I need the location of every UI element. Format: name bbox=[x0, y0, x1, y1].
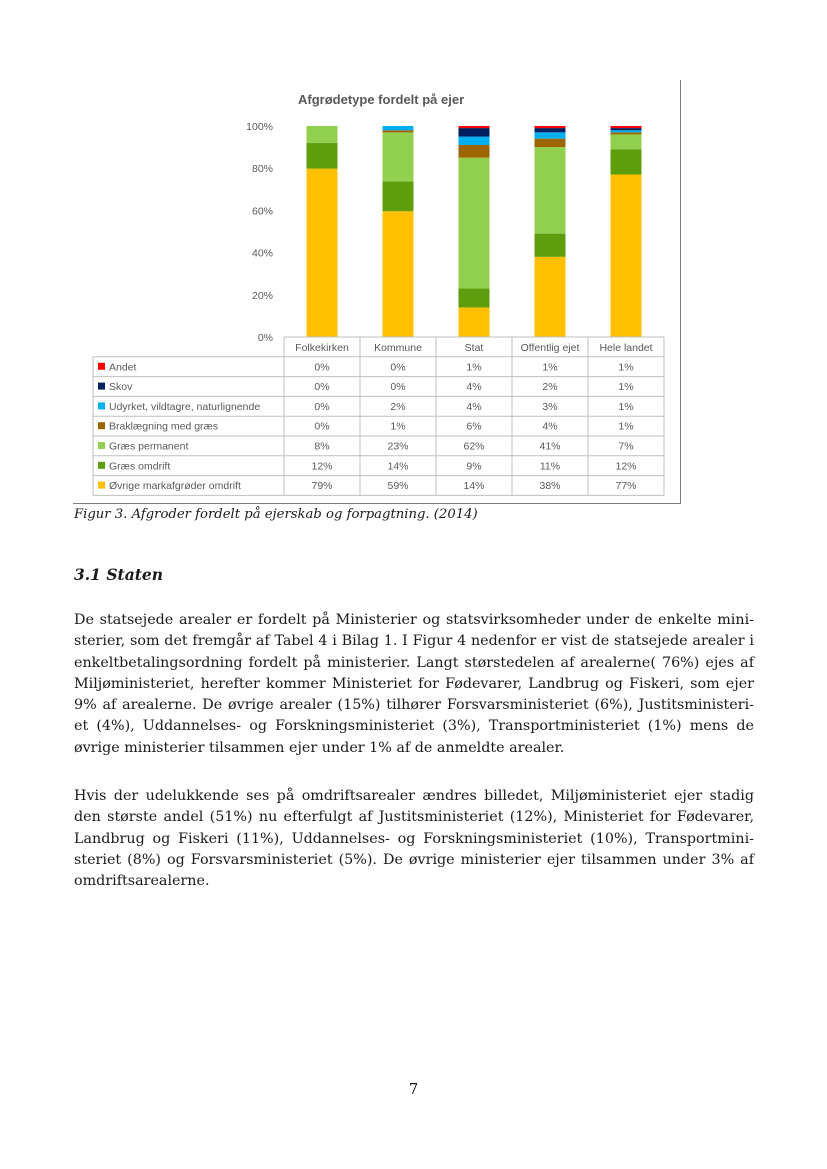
legend-entry: Øvrige markafgrøder omdrift bbox=[109, 480, 241, 493]
bar-segment bbox=[459, 288, 490, 307]
data-label: 1% bbox=[618, 381, 634, 394]
bar-segment bbox=[383, 130, 414, 132]
legend-entry: Andet bbox=[109, 361, 137, 374]
y-tick-label: 40% bbox=[251, 247, 273, 260]
bar-segment bbox=[535, 132, 566, 138]
data-label: 1% bbox=[618, 361, 634, 374]
data-label: 62% bbox=[463, 440, 485, 453]
data-label: 0% bbox=[314, 381, 330, 394]
legend-swatch bbox=[98, 442, 105, 449]
data-label: 9% bbox=[466, 460, 482, 473]
bar-segment bbox=[459, 126, 490, 128]
data-label: 14% bbox=[387, 460, 409, 473]
bar-segment bbox=[383, 126, 414, 130]
legend-entry: Braklægning med græs bbox=[109, 420, 219, 433]
y-tick-label: 0% bbox=[257, 332, 273, 344]
data-label: 14% bbox=[463, 480, 485, 493]
bar-segment bbox=[383, 211, 414, 337]
bar-segment bbox=[459, 137, 490, 145]
data-label: 0% bbox=[390, 361, 406, 374]
bar-segment bbox=[307, 169, 338, 337]
legend-entry: Græs omdrift bbox=[109, 460, 171, 473]
data-label: 1% bbox=[390, 420, 406, 433]
category-label: Hele landet bbox=[599, 342, 653, 354]
y-tick-label: 20% bbox=[251, 289, 273, 302]
bar-segment bbox=[611, 134, 642, 149]
y-tick-label: 80% bbox=[251, 163, 273, 176]
bar-segment bbox=[383, 132, 414, 181]
bar-segment bbox=[535, 147, 566, 234]
data-label: 7% bbox=[618, 440, 634, 453]
data-label: 1% bbox=[466, 361, 482, 374]
data-label: 4% bbox=[466, 381, 482, 394]
data-label: 11% bbox=[539, 460, 561, 473]
legend-swatch bbox=[98, 363, 105, 370]
legend-entry: Skov bbox=[109, 381, 133, 394]
legend-swatch bbox=[98, 383, 105, 390]
y-tick-label: 60% bbox=[251, 205, 273, 218]
data-label: 4% bbox=[466, 400, 482, 413]
legend-swatch bbox=[98, 402, 105, 409]
data-label: 0% bbox=[314, 361, 330, 374]
legend-swatch bbox=[98, 482, 105, 489]
data-label: 1% bbox=[618, 400, 634, 413]
legend-entry: Udyrket, vildtagre, naturlignende bbox=[109, 400, 261, 413]
legend-swatch bbox=[98, 462, 105, 469]
figure-caption: Figur 3. Afgroder fordelt på ejerskab og forpagtning. (2014) bbox=[74, 507, 478, 522]
bar-segment bbox=[535, 139, 566, 147]
data-label: 3% bbox=[542, 400, 558, 413]
data-label: 41% bbox=[539, 440, 561, 453]
bar-segment bbox=[383, 181, 414, 211]
data-label: 0% bbox=[314, 400, 330, 413]
stacked-bar-chart bbox=[73, 80, 681, 504]
bar-segment bbox=[611, 126, 642, 128]
bar-segment bbox=[459, 158, 490, 289]
chart-frame bbox=[73, 80, 681, 504]
data-label: 0% bbox=[314, 420, 330, 433]
bar-segment bbox=[611, 130, 642, 132]
data-label: 2% bbox=[542, 381, 558, 394]
category-label: Offentlig ejet bbox=[520, 342, 580, 354]
legend-swatch bbox=[98, 422, 105, 429]
bar-segment bbox=[459, 145, 490, 158]
bar-segment bbox=[535, 234, 566, 257]
data-label: 0% bbox=[390, 381, 406, 394]
data-label: 23% bbox=[387, 440, 409, 453]
data-label: 1% bbox=[618, 420, 634, 433]
y-tick-label: 100% bbox=[246, 121, 273, 133]
chart-title: Afgrødetype fordelt på ejer bbox=[298, 92, 465, 107]
bar-segment bbox=[611, 132, 642, 134]
bar-segment bbox=[611, 149, 642, 174]
category-label: Kommune bbox=[374, 342, 422, 354]
legend-entry: Græs permanent bbox=[109, 440, 189, 453]
data-label: 38% bbox=[539, 480, 561, 493]
data-label: 4% bbox=[542, 420, 558, 433]
section-heading: 3.1 Staten bbox=[74, 565, 164, 584]
bar-segment bbox=[307, 126, 338, 143]
data-label: 59% bbox=[387, 480, 409, 493]
category-label: Folkekirken bbox=[295, 342, 349, 354]
bar-segment bbox=[535, 126, 566, 128]
bar-segment bbox=[611, 128, 642, 130]
bar-segment bbox=[459, 128, 490, 136]
data-label: 79% bbox=[311, 480, 333, 493]
body-paragraph-1: De statsejede arealer er fordelt på Ministerier og statsvirksomheder under de enkelte mini-sterier, som det fremgår af Tabel 4 i Bilag 1. I Figur 4 nedenfor er vist de statsejede arealer i enkeltbetalingsordning fordelt på ministerier. Langt størstedelen af arealerne( 76%) ejes af Miljøministeriet, herefter kommer Ministeriet for Fødevarer, Landbrug og Fiskeri, som ejer 9% af arealerne. De øvrige arealer (15%) tilhører Forsvarsministeriet (6%), Justitsministeri-et (4%), Uddannelses- og Forskningsministeriet (3%), Transportministeriet (1%) mens de øvrige ministerier tilsammen ejer under 1% af de anmeldte arealer. bbox=[74, 612, 754, 756]
bar-segment bbox=[535, 257, 566, 337]
data-label: 2% bbox=[390, 400, 406, 413]
body-paragraph-2: Hvis der udelukkende ses på omdriftsarealer ændres billedet, Miljøministeriet ejer stadig den største andel (51%) nu efterfulgt af Justitsministeriet (12%), Ministeriet for Fødevarer, Landbrug og Fiskeri (11%), Uddannelses- og Forskningsministeriet (10%), Transportmini-steriet (8%) og Forsvarsministeriet (5%). De øvrige ministerier ejer tilsammen under 3% af omdriftsarealerne. bbox=[74, 788, 754, 890]
bar-segment bbox=[459, 307, 490, 337]
bar-segment bbox=[535, 128, 566, 132]
data-label: 12% bbox=[311, 460, 333, 473]
data-label: 77% bbox=[615, 480, 637, 493]
data-label: 8% bbox=[314, 440, 330, 453]
category-label: Stat bbox=[464, 342, 484, 354]
data-label: 6% bbox=[466, 420, 482, 433]
data-label: 1% bbox=[542, 361, 558, 374]
page-number: 7 bbox=[408, 1080, 419, 1098]
bar-segment bbox=[611, 175, 642, 337]
bar-segment bbox=[307, 143, 338, 169]
data-label: 12% bbox=[615, 460, 637, 473]
